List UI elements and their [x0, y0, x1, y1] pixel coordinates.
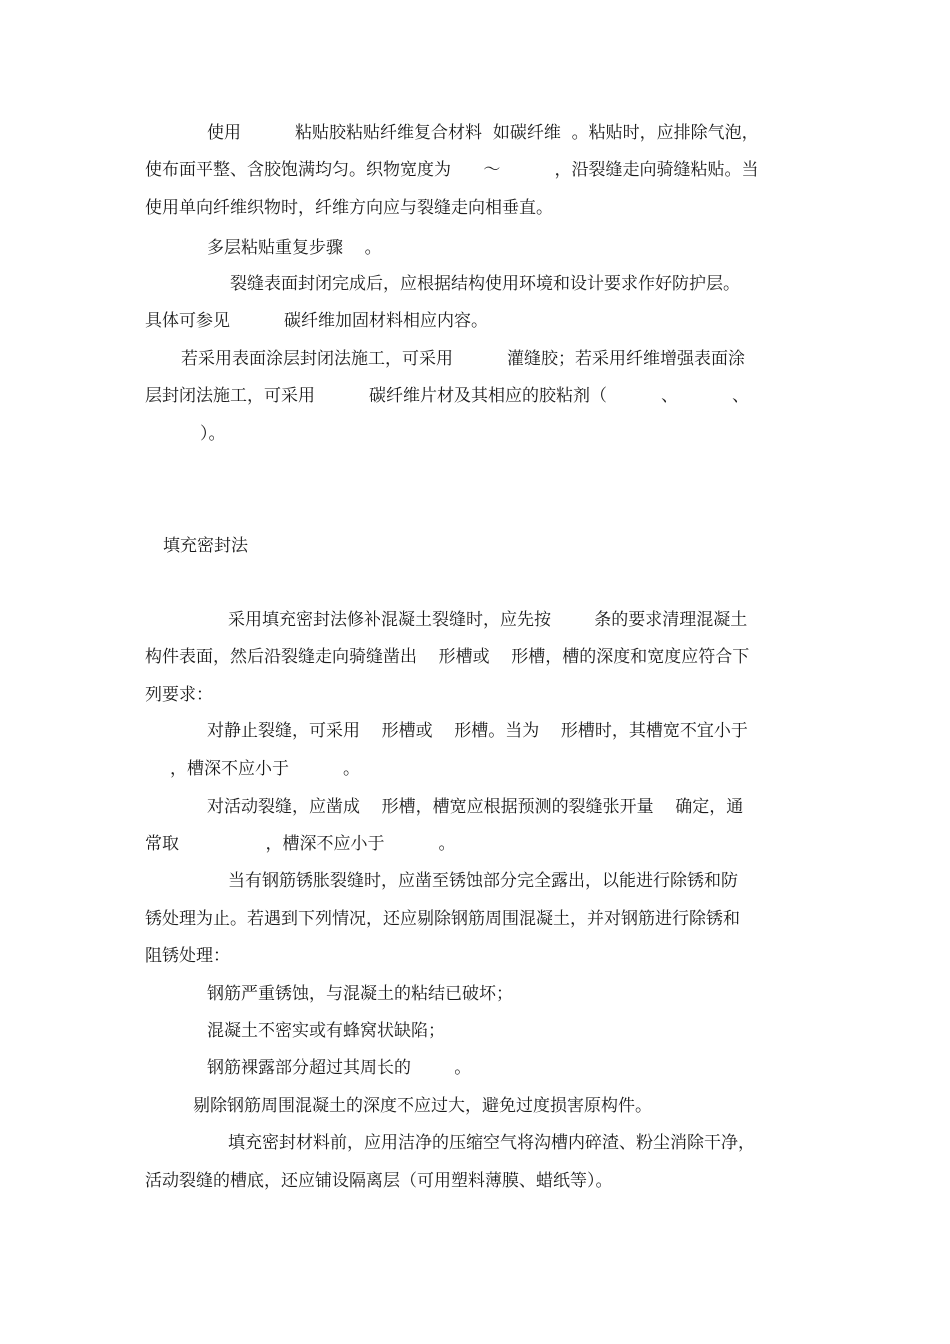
text-line: 层封闭法施工，可采用 碳纤维片材及其相应的胶粘剂（ 、 、 [145, 386, 750, 406]
text-line: 常取 ，槽深不应小于 。 [145, 834, 456, 854]
text-line: 填充密封材料前，应用洁净的压缩空气将沟槽内碎渣、粉尘消除干净， [228, 1133, 755, 1153]
list-item: 对静止裂缝，可采用 形槽或 形槽。当为 形槽时，其槽宽不宜小于 [207, 721, 748, 741]
text-line: 多层粘贴重复步骤 。 [207, 238, 382, 258]
text-line: 当有钢筋锈胀裂缝时，应凿至锈蚀部分完全露出，以能进行除锈和防 [228, 871, 738, 891]
text-line: 使用单向纤维织物时，纤维方向应与裂缝走向相垂直。 [145, 198, 553, 218]
text-line: 列要求： [145, 685, 213, 705]
list-item: 钢筋裸露部分超过其周长的 。 [207, 1058, 472, 1078]
text-line: 阻锈处理： [145, 946, 230, 966]
list-item: 钢筋严重锈蚀，与混凝土的粘结已破坏； [207, 984, 513, 1004]
text-line: 使用 粘贴胶粘贴纤维复合材料 如碳纤维 。粘贴时，应排除气泡， [207, 123, 759, 143]
text-line: 具体可参见 碳纤维加固材料相应内容。 [145, 311, 489, 331]
text-line: 剔除钢筋周围混凝土的深度不应过大，避免过度损害原构件。 [193, 1096, 652, 1116]
list-item: 混凝土不密实或有蜂窝状缺陷； [207, 1021, 445, 1041]
section-heading: 填充密封法 [163, 536, 248, 556]
list-item: 对活动裂缝，应凿成 形槽，槽宽应根据预测的裂缝张开量 确定，通 [207, 797, 744, 817]
text-line: 使布面平整、含胶饱满均匀。织物宽度为 ～ ，沿裂缝走向骑缝粘贴。当 [145, 160, 759, 180]
text-line: 锈处理为止。若遇到下列情况，还应剔除钢筋周围混凝土，并对钢筋进行除锈和 [145, 909, 740, 929]
text-line: 采用填充密封法修补混凝土裂缝时，应先按 条的要求清理混凝土 [228, 610, 748, 630]
text-line: ）。 [200, 424, 226, 444]
text-line: ，槽深不应小于 。 [170, 759, 361, 779]
text-line: 若采用表面涂层封闭法施工，可采用 灌缝胶；若采用纤维增强表面涂 [181, 349, 746, 369]
text-line: 活动裂缝的槽底，还应铺设隔离层（可用塑料薄膜、蜡纸等）。 [145, 1171, 613, 1191]
text-line: 构件表面，然后沿裂缝走向骑缝凿出 形槽或 形槽，槽的深度和宽度应符合下 [145, 647, 750, 667]
text-line: 裂缝表面封闭完成后，应根据结构使用环境和设计要求作好防护层。 [230, 274, 740, 294]
